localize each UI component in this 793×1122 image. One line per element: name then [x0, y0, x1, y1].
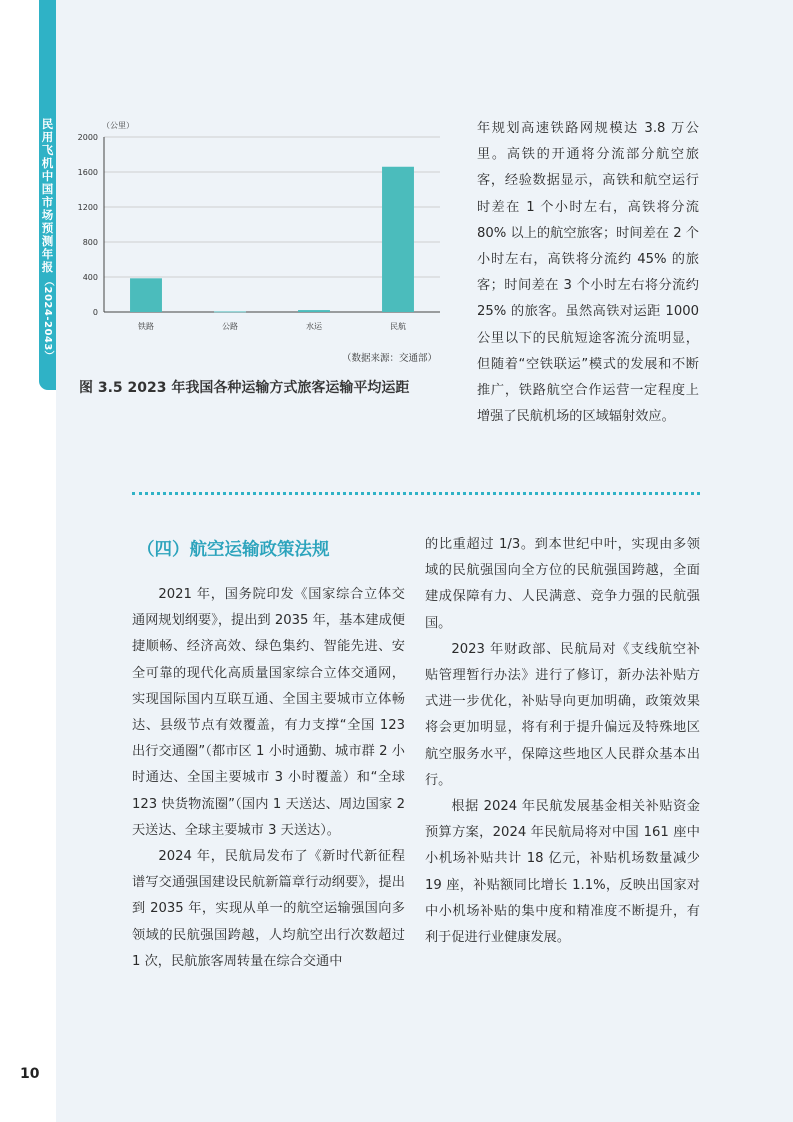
paragraph: 根据 2024 年民航发展基金相关补贴资金预算方案，2024 年民航局将对中国 161 座中小机场补贴共计 18 亿元，补贴机场数量减少 19 座，补贴额同比增长 1.1%，反映出国家对中小机场补贴的集中度和精准度不断提升，有利于促进行业健康发展。	[425, 799, 700, 946]
x-tick-label: 水运	[306, 322, 322, 331]
paragraph: 年规划高速铁路网规模达 3.8 万公里。高铁的开通将分流部分航空旅客，经验数据显示，高铁和航空运行时差在 1 个小时左右，高铁将分流 80% 以上的航空旅客；时间差在 2 个小时左右，高铁将分流约 45% 的旅客；时间差在 3 个小时左右将分流约 25% 的旅客。虽然高铁对运距 1000 公里以下的民航短途客流分流明显，但随着“空铁联运”模式的发展和不断推广，铁路航空合作运营一定程度上增强了民航机场的区域辐射效应。	[477, 121, 699, 425]
bar	[130, 278, 162, 312]
left-column	[132, 582, 405, 975]
paragraph: 的比重超过 1/3。到本世纪中叶，实现由多领域的民航强国向全方位的民航强国跨越，全面建成保障有力、人民满意、竞争力强的民航强国。	[425, 537, 700, 631]
bar-chart	[72, 118, 442, 368]
y-tick-label: 0	[92, 308, 98, 317]
sidebar	[0, 0, 56, 1122]
section-heading: （四）航空运输政策法规	[137, 540, 330, 560]
y-tick-label: 2000	[77, 133, 98, 142]
y-unit-label: （公里）	[102, 121, 134, 130]
sidebar-years: （2024-2043）	[42, 276, 53, 362]
paragraph: 2023 年财政部、民航局对《支线航空补贴管理暂行办法》进行了修订，新办法补贴方式进一步优化，补贴导向更加明确，政策效果将会更加明显，将有利于提升偏远及特殊地区航空服务水平，保障这些地区人民群众基本出行。	[425, 641, 700, 788]
figure-caption: 图 3.5 2023 年我国各种运输方式旅客运输平均运距	[79, 380, 410, 396]
dotted-divider	[132, 492, 700, 495]
bar	[214, 311, 246, 312]
page-number: 10	[20, 1066, 40, 1082]
y-tick-label: 800	[82, 238, 98, 247]
paragraph: 2021 年，国务院印发《国家综合立体交通网规划纲要》，提出到 2035 年，基本建成便捷顺畅、经济高效、绿色集约、智能先进、安全可靠的现代化高质量国家综合立体交通网，实现国际国内互联互通、全国主要城市立体畅达、县级节点有效覆盖，有力支撑“全国 123 出行交通圈”（都市区 1 小时通勤、城市群 2 小时通达、全国主要城市 3 小时覆盖）和“全球 123 快货物流圈”（国内 1 天送达、周边国家 2 天送达、全球主要城市 3 天送达）。	[132, 587, 405, 838]
right-column	[425, 532, 700, 951]
bar	[382, 167, 414, 312]
x-tick-label: 铁路	[138, 322, 154, 331]
sidebar-title	[39, 118, 56, 364]
y-tick-label: 1200	[77, 203, 98, 212]
paragraph: 2024 年，民航局发布了《新时代新征程谱写交通强国建设民航新篇章行动纲要》，提出到 2035 年，实现从单一的航空运输强国向多领域的民航强国跨越，人均航空出行次数超过 1 次，民航旅客周转量在综合交通中	[132, 849, 405, 969]
data-source: （数据来源：交通部）	[342, 353, 438, 364]
bar	[298, 310, 330, 312]
y-tick-label: 1600	[77, 168, 98, 177]
x-tick-label: 民航	[390, 322, 406, 331]
top-right-column	[477, 116, 699, 430]
chart-svg	[72, 118, 442, 348]
sidebar-title-text: 民用飞机中国市场预测年报	[41, 117, 54, 274]
y-tick-label: 400	[82, 273, 98, 282]
x-tick-label: 公路	[222, 322, 238, 331]
